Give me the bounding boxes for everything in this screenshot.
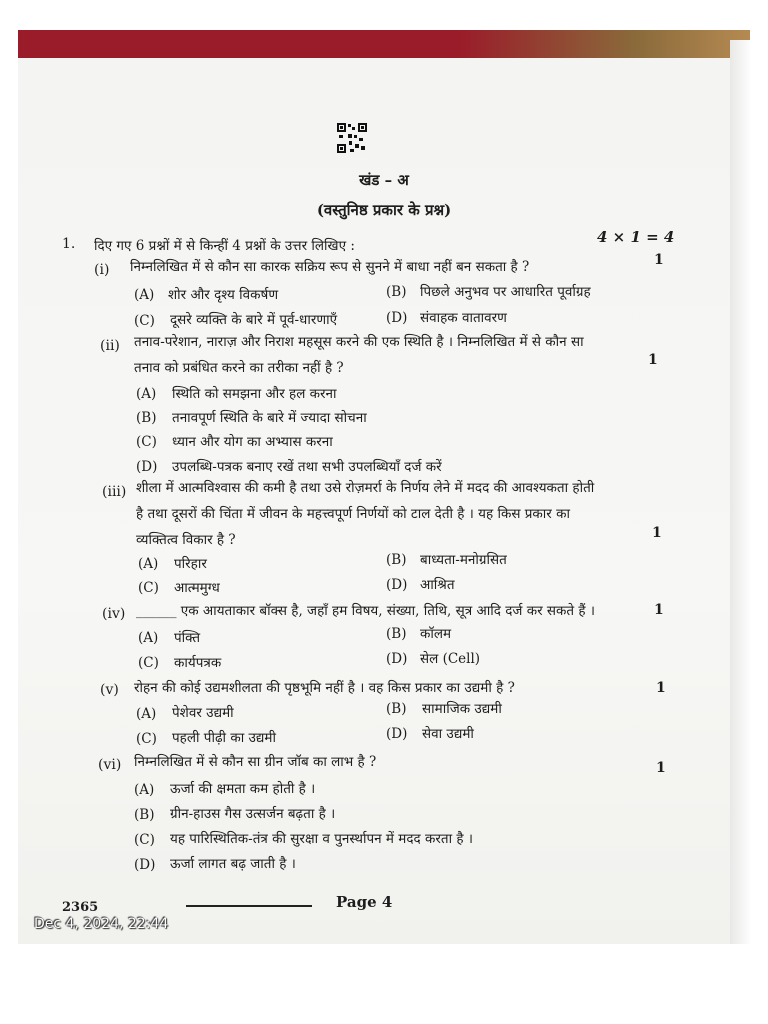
option-text: सामाजिक उद्यमी xyxy=(422,701,502,717)
option-text: पेशेवर उद्यमी xyxy=(172,705,234,721)
subquestion-number: (iv) xyxy=(102,606,126,622)
option-label: (D) xyxy=(136,459,158,475)
subquestion-marks: 1 xyxy=(652,525,662,541)
option-label: (C) xyxy=(138,655,159,671)
option-label: (C) xyxy=(136,434,157,450)
section-title: खंड – अ xyxy=(359,171,409,189)
subquestion-marks: 1 xyxy=(654,602,664,618)
question-number: 1. xyxy=(62,236,76,252)
subquestion-text: तनाव को प्रबंधित करने का तरीका नहीं है ? xyxy=(134,360,344,376)
subquestion-text: रोहन की कोई उद्यमशीलता की पृष्ठभूमि नहीं है । वह किस प्रकार का उद्यमी है ? xyxy=(134,680,515,696)
option-text: स्थिति को समझना और हल करना xyxy=(172,386,337,402)
option-text: उपलब्धि-पत्रक बनाए रखें तथा सभी उपलब्धियाँ दर्ज करें xyxy=(172,459,442,475)
option-label: (A) xyxy=(136,706,157,722)
option-label: (C) xyxy=(134,313,155,329)
question-marks: 4 × 1 = 4 xyxy=(597,228,675,246)
subquestion-text: निम्नलिखित में से कौन सा ग्रीन जॉब का लाभ है ? xyxy=(134,754,377,770)
subquestion-text: निम्नलिखित में से कौन सा कारक सक्रिय रूप से सुनने में बाधा नहीं बन सकता है ? xyxy=(130,259,530,275)
option-label: (D) xyxy=(386,651,408,667)
background-margin xyxy=(0,944,768,1024)
option-text: पंक्ति xyxy=(174,630,201,646)
subquestion-text: है तथा दूसरों की चिंता में जीवन के महत्त्वपूर्ण निर्णयों को टाल देती है । यह किस प्रकार का xyxy=(136,506,570,522)
option-label: (C) xyxy=(136,731,157,747)
footer-rule xyxy=(186,905,312,907)
option-text: बाध्यता-मनोग्रसित xyxy=(420,552,507,568)
photo-timestamp: Dec 4, 2024, 22:44 xyxy=(34,916,169,932)
subquestion-number: (v) xyxy=(100,682,119,698)
option-label: (C) xyxy=(138,580,159,596)
subquestion-number: (i) xyxy=(94,262,110,278)
qr-code-icon xyxy=(336,122,368,154)
option-text: सेल (Cell) xyxy=(420,651,481,667)
subquestion-number: (ii) xyxy=(100,338,120,354)
subquestion-text: व्यक्तित्व विकार है ? xyxy=(136,532,236,548)
option-text: आत्ममुग्ध xyxy=(174,580,220,596)
option-text: शोर और दृश्य विकर्षण xyxy=(168,287,279,303)
page-number: Page 4 xyxy=(336,893,393,911)
option-label: (C) xyxy=(134,832,155,848)
option-text: दूसरे व्यक्ति के बारे में पूर्व-धारणाएँ xyxy=(170,312,338,328)
option-label: (B) xyxy=(386,284,407,300)
option-text: पहली पीढ़ी का उद्यमी xyxy=(172,730,276,746)
option-text: ध्यान और योग का अभ्यास करना xyxy=(172,434,333,450)
option-text: सेवा उद्यमी xyxy=(422,726,474,742)
option-label: (D) xyxy=(134,857,156,873)
subquestion-marks: 1 xyxy=(656,680,666,696)
option-text: कॉलम xyxy=(420,626,452,642)
option-text: संवाहक वातावरण xyxy=(420,310,507,326)
option-text: ऊर्जा की क्षमता कम होती है । xyxy=(170,781,316,797)
option-label: (A) xyxy=(134,782,155,798)
paper-sheet xyxy=(18,58,736,944)
option-text: कार्यपत्रक xyxy=(174,655,222,671)
question-text: दिए गए 6 प्रश्नों में से किन्हीं 4 प्रश्नों के उत्तर लिखिए : xyxy=(94,238,355,254)
option-text: ग्रीन-हाउस गैस उत्सर्जन बढ़ता है । xyxy=(170,806,336,822)
option-text: यह पारिस्थितिक-तंत्र की सुरक्षा व पुनर्स्थापन में मदद करता है । xyxy=(170,831,473,847)
option-label: (A) xyxy=(138,630,159,646)
subquestion-marks: 1 xyxy=(648,352,658,368)
option-label: (B) xyxy=(386,626,407,642)
option-label: (D) xyxy=(386,577,408,593)
subquestion-number: (iii) xyxy=(102,484,127,500)
paper-code: 2365 xyxy=(62,900,99,915)
subquestion-marks: 1 xyxy=(656,760,666,776)
option-text: परिहार xyxy=(174,556,207,572)
subquestion-text: ______ एक आयताकार बॉक्स है, जहाँ हम विषय, संख्या, तिथि, सूत्र आदि दर्ज कर सकते हैं । xyxy=(136,603,595,619)
option-label: (B) xyxy=(386,552,407,568)
option-text: तनावपूर्ण स्थिति के बारे में ज्यादा सोचना xyxy=(172,410,367,426)
subquestion-number: (vi) xyxy=(98,757,122,773)
option-label: (B) xyxy=(136,410,157,426)
option-text: पिछले अनुभव पर आधारित पूर्वाग्रह xyxy=(420,284,591,300)
option-label: (A) xyxy=(138,556,159,572)
subquestion-text: तनाव-परेशान, नाराज़ और निराश महसूस करने की एक स्थिति है । निम्नलिखित में से कौन सा xyxy=(134,334,584,350)
option-label: (A) xyxy=(136,386,157,402)
subquestion-text: शीला में आत्मविश्वास की कमी है तथा उसे रोज़मर्रा के निर्णय लेने में मदद की आवश्यकता होती xyxy=(136,480,595,496)
option-label: (D) xyxy=(386,310,408,326)
option-text: आश्रित xyxy=(420,577,455,593)
section-subtitle: (वस्तुनिष्ठ प्रकार के प्रश्न) xyxy=(316,201,452,219)
option-label: (D) xyxy=(386,726,408,742)
option-label: (B) xyxy=(386,701,407,717)
subquestion-marks: 1 xyxy=(654,252,664,268)
option-label: (B) xyxy=(134,807,155,823)
option-text: ऊर्जा लागत बढ़ जाती है । xyxy=(170,856,296,872)
option-label: (A) xyxy=(134,287,155,303)
